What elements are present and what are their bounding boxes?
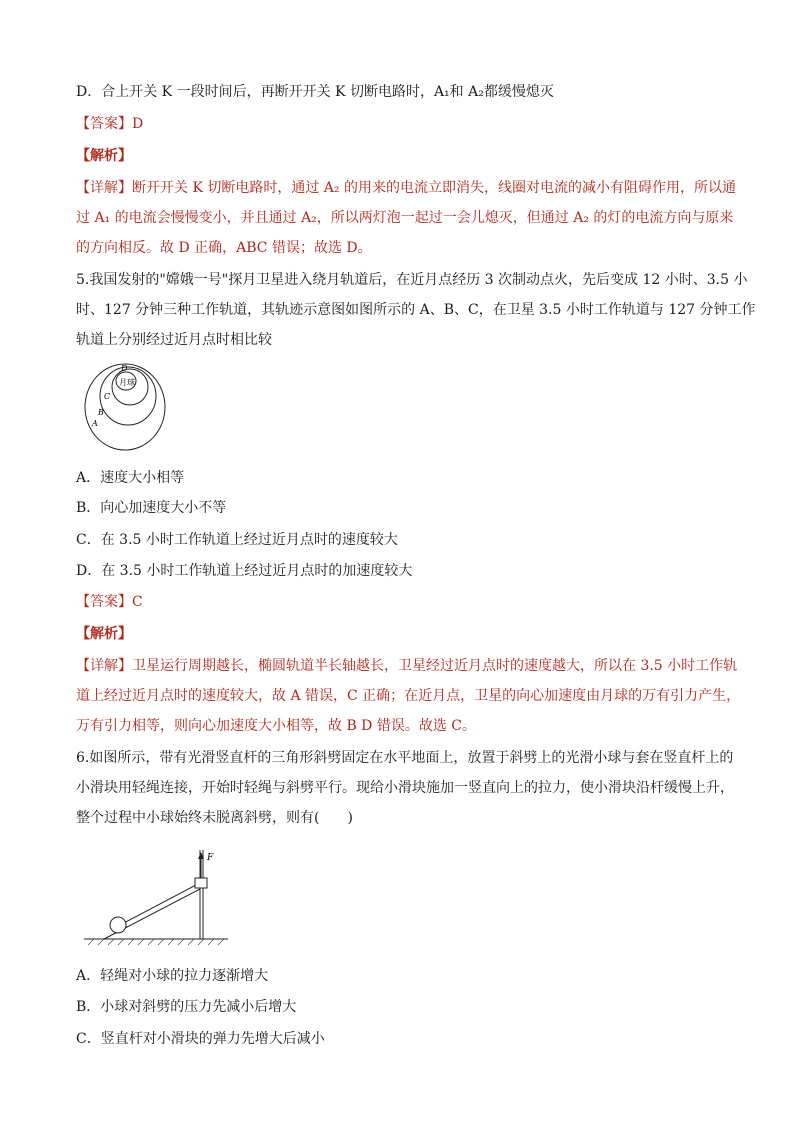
q6-stem-line-1: 6.如图所示，带有光滑竖直杆的三角形斜劈固定在水平地面上，放置于斜劈上的光滑小球与套在竖直杆上的 [76, 750, 734, 766]
light-rope [122, 885, 196, 924]
q5-option-b: B．向心加速度大小不等 [76, 500, 227, 516]
slider-block [195, 878, 207, 888]
force-label: F [207, 853, 214, 863]
q4-detail-line-3: 的方向相反。故 D 正确，ABC 错误；故选 D。 [76, 240, 372, 256]
q5-stem-line-1: 5.我国发射的"嫦娥一号"探月卫星进入绕月轨道后，在近月点经历 3 次制动点火，先后变成 12 小时、3.5 小 [76, 272, 748, 288]
q5-analysis-heading: 【解析】 [76, 626, 132, 642]
q6-option-b: B．小球对斜劈的压力先减小后增大 [76, 999, 297, 1015]
q5-option-c: C．在 3.5 小时工作轨道上经过近月点时的速度较大 [76, 532, 398, 548]
label-a: A [92, 419, 98, 428]
q6-option-a: A．轻绳对小球的拉力逐渐增大 [76, 968, 269, 984]
label-d: D [121, 364, 128, 373]
q5-stem-line-3: 轨道上分别经过近月点时相比较 [76, 332, 272, 348]
q5-answer: 【答案】C [76, 594, 143, 610]
q6-option-c: C．竖直杆对小滑块的弹力先增大后减小 [76, 1031, 325, 1047]
incline-diagram [82, 842, 232, 950]
q6-stem-line-3: 整个过程中小球始终未脱离斜劈，则有( ) [76, 810, 353, 826]
q5-detail-line-3: 万有引力相等，则向心加速度大小相等，故 B D 错误。故选 C。 [76, 718, 477, 734]
q4-detail-line-2: 过 A₁ 的电流会慢慢变小，并且通过 A₂，所以两灯泡一起过一会儿熄灭，但通过 A₂ 的灯的电流方向与原来 [76, 210, 734, 226]
q5-detail-line-2: 道上经过近月点时的速度较大，故 A 错误，C 正确；在近月点，卫星的向心加速度由月球的万有引力产生， [76, 688, 741, 704]
q4-answer: 【答案】D [76, 116, 144, 132]
orbit-diagram [82, 362, 172, 454]
q4-analysis-heading: 【解析】 [76, 148, 132, 164]
q4-detail-line-1: 【详解】断开开关 K 切断电路时，通过 A₂ 的用来的电流立即消失，线圈对电流的减小有阻碍作用，所以通 [76, 180, 736, 196]
q5-option-d: D．在 3.5 小时工作轨道上经过近月点时的加速度较大 [76, 563, 413, 579]
q5-stem-line-2: 时、127 分钟三种工作轨道，其轨迹示意图如图所示的 A、B、C，在卫星 3.5 小时工作轨道与 127 分钟工作 [76, 302, 756, 318]
q6-stem-line-2: 小滑块用轻绳连接，开始时轻绳与斜劈平行。现给小滑块施加一竖直向上的拉力，使小滑块沿杆缓慢上升， [76, 780, 734, 796]
smooth-ball [110, 917, 126, 933]
label-b: B [98, 408, 104, 417]
label-c: C [104, 392, 111, 401]
ground-hatching [88, 939, 224, 945]
q4-option-d: D．合上开关 K 一段时间后，再断开开关 K 切断电路时，A₁和 A₂都缓慢熄灭 [76, 84, 554, 100]
moon-label: 月球 [119, 378, 135, 387]
q5-detail-line-1: 【详解】卫星运行周期越长，椭圆轨道半长轴越长，卫星经过近月点时的速度越大，所以在 3.5 小时工作轨 [76, 658, 738, 674]
q5-option-a: A．速度大小相等 [76, 470, 185, 486]
